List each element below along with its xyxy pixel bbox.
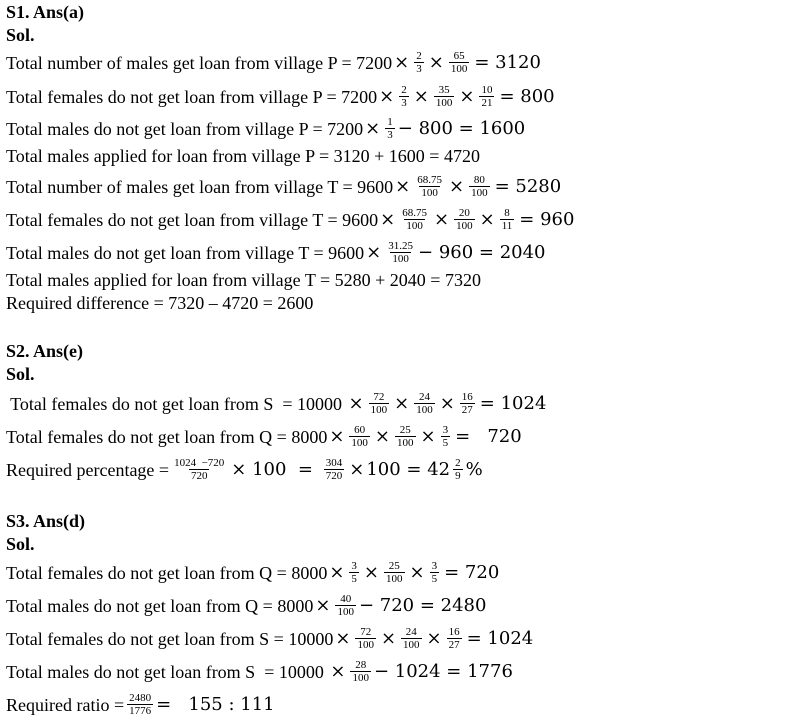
- times-sign: ×: [459, 85, 475, 107]
- text: Required percentage =: [6, 459, 170, 480]
- times-sign: ×: [395, 175, 411, 197]
- fraction: $\frac{25}{100}$: [397, 424, 414, 449]
- times-sign: ×: [329, 561, 345, 583]
- text: = 800: [499, 85, 555, 107]
- fraction: $\frac{35}{100}$: [435, 84, 453, 109]
- text: = 3120: [474, 51, 541, 73]
- times-sign: ×: [428, 51, 444, 73]
- times-sign: ×: [329, 425, 345, 447]
- text: Total females do not get loan from Q = 8000: [6, 562, 328, 583]
- fraction: $\frac{16}{27}$: [448, 626, 460, 651]
- times-sign: ×: [335, 627, 351, 649]
- times-sign: ×: [448, 175, 465, 197]
- text: − 720 = 2480: [358, 594, 487, 616]
- fraction: $\frac{25}{100}$: [386, 560, 403, 585]
- s3-line-4: [6, 659, 513, 684]
- s1-line-8: Total males applied for loan from village T = 5280 + 2040 = 7320: [6, 270, 481, 290]
- text: = 720: [455, 425, 522, 447]
- times-sign: ×: [394, 392, 410, 414]
- s3-heading: S3. Ans(d): [6, 511, 86, 531]
- times-sign: ×: [479, 208, 495, 230]
- fraction: $\frac{3}{5}$: [442, 424, 449, 449]
- fraction: $\frac{31.25}{100}$: [388, 240, 414, 265]
- times-sign: ×: [434, 208, 450, 230]
- s1-heading: S1. Ans(a): [6, 2, 85, 22]
- fraction: $\frac{60}{100}$: [351, 424, 368, 449]
- fraction: $\frac{24}{100}$: [416, 391, 433, 416]
- s1-line-9: Required difference = 7320 – 4720 = 2600: [6, 293, 314, 313]
- s1-line-7: [6, 240, 546, 265]
- times-sign: ×: [315, 594, 331, 616]
- times-sign: ×: [380, 627, 397, 649]
- text: Total number of males get loan from village T = 9600: [6, 176, 394, 197]
- fraction: $\frac{3}{5}$: [351, 560, 357, 585]
- fraction: $\frac{8}{11}$: [501, 207, 513, 232]
- text: Total males do not get loan from S = 10000: [6, 661, 329, 682]
- text: = 5280: [494, 175, 562, 197]
- text: Total number of males get loan from village P = 7200: [6, 52, 393, 73]
- text: Total females do not get loan from Q = 8000: [6, 426, 328, 447]
- times-sign: ×: [426, 627, 442, 649]
- text: Total males do not get loan from village T = 9600: [6, 242, 365, 263]
- text: − 1024 = 1776: [373, 660, 513, 682]
- percent-sign: %: [465, 458, 483, 480]
- text: Total males do not get loan from village P = 7200: [6, 118, 364, 139]
- fraction: $\frac{28}{100}$: [352, 659, 369, 684]
- times-sign: ×: [413, 85, 429, 107]
- text: − 800 = 1600: [397, 117, 526, 139]
- times-sign: ×: [380, 208, 396, 230]
- fraction: $\frac{40}{100}$: [337, 593, 354, 618]
- s2-sol-label: Sol.: [6, 364, 35, 384]
- times-sign: ×: [394, 51, 410, 73]
- text: = 1024: [466, 627, 534, 649]
- s1-line-3: [6, 116, 525, 141]
- text: = 720: [444, 561, 500, 583]
- s3-line-2: [6, 593, 486, 618]
- times-sign: ×: [420, 425, 436, 447]
- fraction: $\frac{65}{100}$: [450, 50, 468, 75]
- s2-line-1: [6, 391, 548, 416]
- times-sign: ×: [409, 561, 425, 583]
- fraction: $\frac{2480}{1776}$: [129, 692, 152, 717]
- fraction: $\frac{304}{720}$: [325, 457, 343, 482]
- fraction: $\frac{1024 -720}{720}$: [174, 457, 225, 482]
- s2-line-2: [6, 424, 524, 449]
- times-sign: ×: [439, 392, 455, 414]
- text: Total females do not get loan from S = 10000: [6, 628, 334, 649]
- s2-line-3: [6, 457, 483, 482]
- text: × 100 =: [231, 458, 319, 480]
- s1-line-1: [6, 50, 543, 75]
- fraction: $\frac{2}{3}$: [416, 50, 422, 75]
- fraction: $\frac{16}{27}$: [461, 391, 473, 416]
- text: = 960: [519, 208, 575, 230]
- s3-line-3: [6, 626, 535, 651]
- s1-line-5: [6, 174, 563, 199]
- fraction: $\frac{72}{100}$: [370, 391, 388, 416]
- times-sign: ×: [363, 561, 380, 583]
- fraction: $\frac{68.75}{100}$: [402, 207, 427, 232]
- s3-sol-label: Sol.: [6, 534, 35, 554]
- text: 100 = 42: [366, 458, 451, 480]
- s1-line-4: Total males applied for loan from village P = 3120 + 1600 = 4720: [6, 146, 480, 166]
- fraction: $\frac{68.75}{100}$: [417, 174, 442, 199]
- times-sign: ×: [349, 458, 365, 480]
- s1-line-2: [6, 84, 557, 109]
- text: Total females do not get loan from village T = 9600: [6, 209, 379, 230]
- times-sign: ×: [365, 117, 381, 139]
- text: Total males do not get loan from Q = 8000: [6, 595, 314, 616]
- s1-sol-label: Sol.: [6, 25, 35, 45]
- text: Total females do not get loan from village P = 7200: [6, 86, 378, 107]
- s1-line-6: [6, 207, 576, 232]
- fraction: $\frac{2}{3}$: [401, 84, 407, 109]
- fraction: $\frac{2}{9}$: [455, 457, 461, 482]
- times-sign: ×: [366, 241, 382, 263]
- fraction: $\frac{80}{100}$: [471, 174, 488, 199]
- fraction: $\frac{72}{100}$: [357, 626, 374, 651]
- fraction: $\frac{20}{100}$: [456, 207, 473, 232]
- s2-heading: S2. Ans(e): [6, 341, 84, 361]
- fraction: $\frac{24}{100}$: [403, 626, 420, 651]
- text: − 960 = 2040: [418, 241, 546, 263]
- text: = 155 : 111: [156, 693, 275, 715]
- text: Total females do not get loan from S = 10000: [6, 393, 347, 414]
- fraction: $\frac{10}{21}$: [481, 84, 493, 109]
- text: = 1024: [479, 392, 547, 414]
- times-sign: ×: [374, 425, 391, 447]
- times-sign: ×: [348, 392, 364, 414]
- text: Required ratio =: [6, 694, 125, 715]
- times-sign: ×: [330, 660, 346, 682]
- s3-line-5: [6, 692, 275, 717]
- fraction: $\frac{3}{5}$: [431, 560, 438, 585]
- times-sign: ×: [379, 85, 395, 107]
- s3-line-1: [6, 560, 501, 585]
- fraction: $\frac{1}{3}$: [387, 116, 393, 141]
